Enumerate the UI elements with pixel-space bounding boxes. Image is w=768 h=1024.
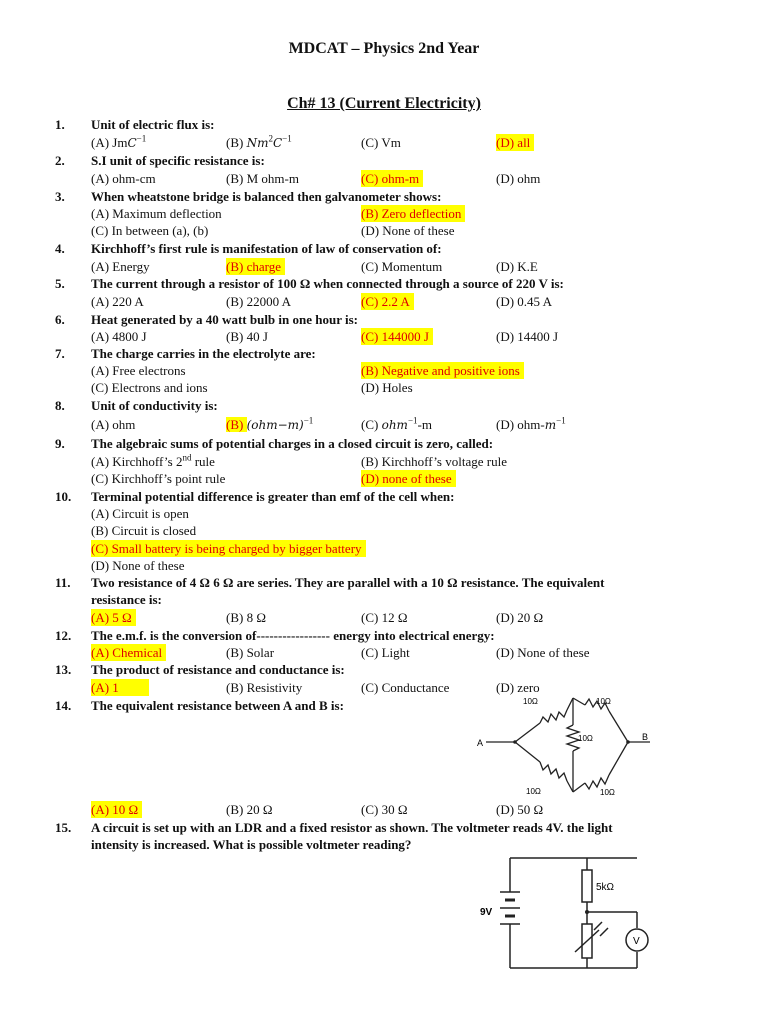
options-11 (0, 609, 768, 626)
option-b: (B) $Nm^2C^{-1}$ (226, 133, 292, 150)
question-number: 9. (55, 436, 65, 451)
question-5 (0, 275, 768, 292)
option-c: (C) Kirchhoff’s point rule (91, 471, 226, 486)
question-15 (0, 819, 768, 836)
question-number: 2. (55, 153, 65, 168)
options-9b (0, 470, 768, 487)
question-10 (0, 488, 768, 505)
question-12 (0, 627, 768, 644)
option-a-correct: (A) Chemical (91, 644, 166, 661)
question-text: Heat generated by a 40 watt bulb in one hour is: (91, 312, 358, 327)
question-9 (0, 435, 768, 452)
option-b: (B) Resistivity (226, 680, 303, 695)
options-14 (0, 801, 768, 818)
options-12 (0, 644, 768, 661)
ldr-circuit-figure (470, 850, 670, 980)
option-a-correct: (A) 1 (91, 679, 149, 696)
node-b-label: B (642, 732, 649, 742)
question-11 (0, 574, 768, 591)
option-10b (0, 522, 768, 539)
option-c-correct: (C) ohm-m (361, 170, 423, 187)
question-text: A circuit is set up with an LDR and a fixed resistor as shown. The voltmeter reads 4V. the light (91, 820, 613, 835)
resistor-label: 5kΩ (596, 882, 615, 893)
option-b-correct: (B) $(ohm-m)^{-1}$ (226, 415, 314, 432)
options-4 (0, 258, 768, 275)
question-text: The e.m.f. is the conversion of----------------- energy into electrical energy: (91, 628, 495, 643)
question-text: The charge carries in the electrolyte are: (91, 346, 316, 361)
question-text: The current through a resistor of 100 Ω when connected through a source of 220 V is: (91, 276, 564, 291)
option-a-correct: (A) 5 Ω (91, 609, 136, 626)
option-c: (C) 12 Ω (361, 610, 408, 625)
option-a: (A) ohm-cm (91, 171, 156, 186)
option-a: (A) Circuit is open (91, 506, 189, 521)
option-a: (A) 220 A (91, 294, 144, 309)
option-c: (C) Light (361, 645, 410, 660)
question-text: Unit of electric flux is: (91, 117, 215, 132)
question-4 (0, 240, 768, 257)
resistor-label: 10Ω (596, 697, 611, 706)
question-number: 12. (55, 628, 72, 643)
question-3 (0, 188, 768, 205)
question-text: Kirchhoff’s first rule is manifestation of law of conservation of: (91, 241, 442, 256)
option-10c (0, 540, 768, 557)
question-number: 4. (55, 241, 65, 256)
option-a: (A) ohm (91, 417, 136, 432)
question-number: 15. (55, 820, 72, 835)
option-c-correct: (C) 144000 J (361, 328, 433, 345)
question-number: 1. (55, 117, 65, 132)
option-a: (A) 4800 J (91, 329, 147, 344)
option-b: (B) 40 J (226, 329, 268, 344)
options-9a (0, 453, 768, 470)
wheatstone-bridge-figure (470, 680, 650, 810)
resistor-label: 10Ω (578, 734, 593, 743)
question-7 (0, 345, 768, 362)
option-b: (B) 8 Ω (226, 610, 266, 625)
option-c: (C) Electrons and ions (91, 380, 208, 395)
option-c: (C) ohm$^{-1}$-m (361, 415, 432, 432)
option-a: (A) Free electrons (91, 363, 186, 378)
option-d: (D) 50 Ω (496, 802, 544, 817)
option-d: (D) None of these (496, 645, 590, 660)
options-7a (0, 362, 768, 379)
battery-label: 9V (480, 907, 493, 918)
options-7b (0, 379, 768, 396)
resistor-label: 10Ω (600, 788, 615, 797)
options-5 (0, 293, 768, 310)
option-d: (D) None of these (361, 223, 455, 238)
option-c-correct: (C) 2.2 A (361, 293, 414, 310)
options-3b (0, 222, 768, 239)
question-number: 6. (55, 312, 65, 327)
question-text: The product of resistance and conductance is: (91, 662, 345, 677)
question-number: 10. (55, 489, 72, 504)
chapter-heading: Ch# 13 (Current Electricity) (287, 95, 481, 112)
option-b-correct: (B) charge (226, 258, 285, 275)
voltmeter-icon: V (633, 936, 640, 947)
question-number: 3. (55, 189, 65, 204)
option-d-correct: (D) all (496, 134, 534, 151)
option-d: (D) Holes (361, 380, 413, 395)
question-13 (0, 661, 768, 678)
node-a-label: A (477, 738, 484, 748)
question-text-continued: resistance is: (91, 592, 162, 607)
question-text: The equivalent resistance between A and B is: (91, 698, 344, 713)
option-a: (A) Kirchhoff’s 2nd rule (91, 452, 215, 469)
option-d-correct: (D) none of these (361, 470, 456, 487)
question-number: 13. (55, 662, 72, 677)
option-b: (B) Solar (226, 645, 275, 660)
question-text: The algebraic sums of potential charges in a closed circuit is zero, called: (91, 436, 494, 451)
question-8 (0, 397, 768, 414)
option-c: (C) 30 Ω (361, 802, 408, 817)
question-number: 8. (55, 398, 65, 413)
option-c: (C) Vm (361, 135, 401, 150)
question-text: Unit of conductivity is: (91, 398, 218, 413)
question-text: When wheatstone bridge is balanced then galvanometer shows: (91, 189, 442, 204)
options-2 (0, 170, 768, 187)
question-number: 11. (55, 575, 71, 590)
resistor-label: 10Ω (523, 697, 538, 706)
question-number: 5. (55, 276, 65, 291)
page-title: MDCAT – Physics 2nd Year (288, 40, 480, 57)
option-c-correct: (C) Small battery is being charged by bigger battery (91, 540, 366, 557)
options-3a (0, 205, 768, 222)
option-c: (C) In between (a), (b) (91, 223, 209, 238)
question-text-continued: intensity is increased. What is possible voltmeter reading? (91, 837, 412, 852)
option-10d (0, 557, 768, 574)
option-d: (D) ohm (496, 171, 541, 186)
option-10a (0, 505, 768, 522)
option-b: (B) M ohm-m (226, 171, 299, 186)
option-d: (D) K.E (496, 259, 538, 274)
option-c: (C) Momentum (361, 259, 443, 274)
question-number: 7. (55, 346, 65, 361)
option-b: (B) Circuit is closed (91, 523, 197, 538)
resistor-label: 10Ω (526, 787, 541, 796)
option-a: (A) JmC$^{-1}$ (91, 133, 147, 150)
options-1 (0, 134, 768, 151)
question-text: Terminal potential difference is greater than emf of the cell when: (91, 489, 455, 504)
option-a-correct: (A) 10 Ω (91, 801, 142, 818)
question-14 (0, 697, 768, 714)
option-b-correct: (B) Negative and positive ions (361, 362, 524, 379)
question-text: S.I unit of specific resistance is: (91, 153, 265, 168)
question-text: Two resistance of 4 Ω 6 Ω are series. They are parallel with a 10 Ω resistance. The equivalent (91, 575, 605, 590)
option-b: (B) 20 Ω (226, 802, 273, 817)
option-d: (D) None of these (91, 558, 185, 573)
question-6 (0, 311, 768, 328)
option-c: (C) Conductance (361, 680, 450, 695)
option-d: (D) ohm-$m^{-1}$ (496, 415, 566, 432)
option-d: (D) 20 Ω (496, 610, 544, 625)
option-a: (A) Energy (91, 259, 150, 274)
option-b-correct: (B) Zero deflection (361, 205, 465, 222)
options-8 (0, 416, 768, 433)
option-b: (B) 22000 A (226, 294, 291, 309)
options-13 (0, 679, 768, 696)
option-b: (B) Kirchhoff’s voltage rule (361, 454, 507, 469)
question-11-cont (0, 591, 768, 608)
options-6 (0, 328, 768, 345)
option-d: (D) 14400 J (496, 329, 559, 344)
question-number: 14. (55, 698, 72, 713)
question-2 (0, 152, 768, 169)
option-d: (D) 0.45 A (496, 294, 552, 309)
option-a: (A) Maximum deflection (91, 206, 222, 221)
option-d: (D) zero (496, 680, 540, 695)
question-1 (0, 116, 768, 133)
